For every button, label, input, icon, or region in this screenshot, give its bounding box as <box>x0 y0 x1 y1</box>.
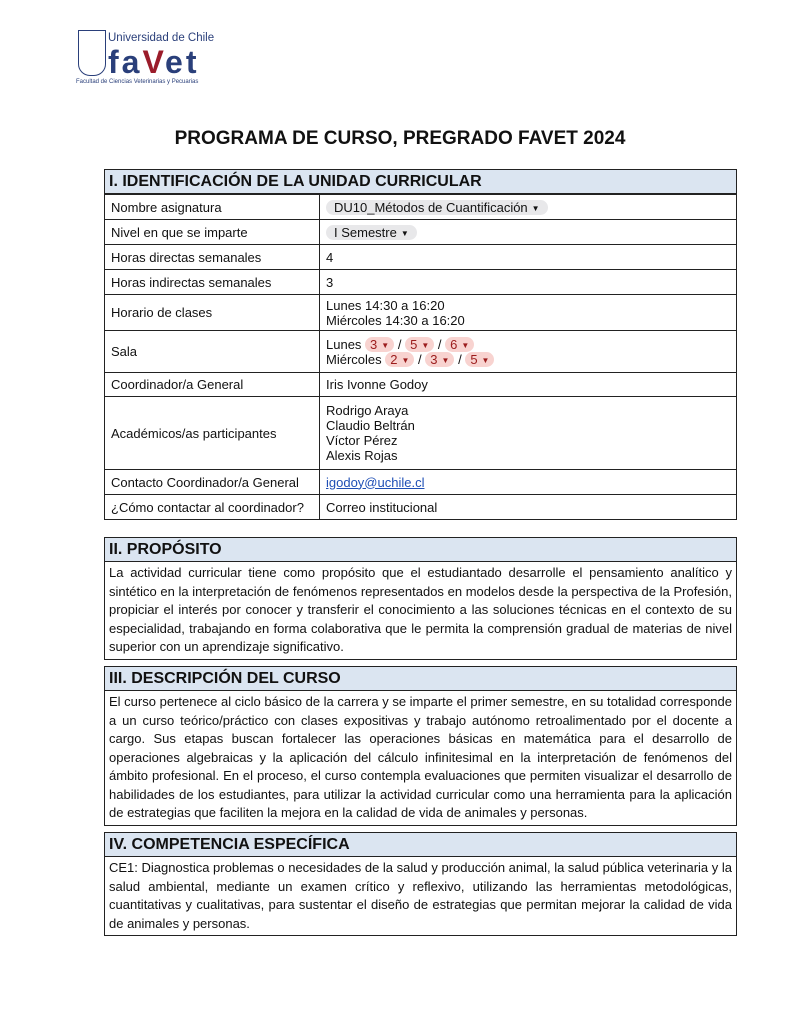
room-dropdown[interactable]: 5 ▼ <box>465 352 494 367</box>
row-label: Sala <box>105 331 320 373</box>
row-label: Horas directas semanales <box>105 245 320 270</box>
table-row <box>105 245 737 270</box>
section-body: El curso pertenece al ciclo básico de la carrera y se imparte el primer semestre, en su totalidad corresponde a un curso teórico/práctico con clases expositivas y trabajo autónomo retroalimentado por el docente a cargo. Sus etapas buscan fortalecer las operaciones básicas en matemática para el desarrollo de operaciones algebraicas y la aplicación del cálculo infinitesimal en la interpretación de fenómenos del ámbito profesional. En el proceso, el curso contempla evaluaciones que permiten visualizar el desarrollo de habilidades de los estudiantes, para utilizar la actividad curricular como una herramienta para la aplicación de estrategias que faciliten la mejora en la calidad de vida de animales y personas. <box>104 691 737 826</box>
room-dropdown[interactable]: 3 ▼ <box>425 352 454 367</box>
section-identificacion <box>104 169 737 520</box>
table-row <box>105 495 737 520</box>
table-row <box>105 470 737 495</box>
room-dropdown[interactable]: 3 ▼ <box>365 337 394 352</box>
caret-down-icon: ▼ <box>400 228 409 238</box>
row-label: Horas indirectas semanales <box>105 270 320 295</box>
table-row <box>105 220 737 245</box>
logo-subtitle: Facultad de Ciencias Veterinarias y Pecuarias <box>76 79 199 85</box>
section-body: CE1: Diagnostica problemas o necesidades de la salud y producción animal, la salud pública veterinaria y la salud ambiental, mediante un examen crítico y reflexivo, utilizando las herramientas metodológicas, cuantitativas y cualitativas, para sustentar el diseño de estrategias que permitan mejorar la calidad de vida de animales y personas. <box>104 857 737 936</box>
table-row <box>105 397 737 470</box>
section-competencia <box>104 832 737 936</box>
row-label: Coordinador/a General <box>105 373 320 397</box>
logo-brand: faVet <box>108 44 200 80</box>
table-row <box>105 195 737 220</box>
logo-university: Universidad de Chile <box>108 32 215 44</box>
email-link[interactable]: igodoy@uchile.cl <box>326 474 425 490</box>
row-value: Lunes 3 ▼ / 5 ▼ / 6 ▼ Miércoles 2 ▼ / 3 ▼ / 5 ▼ <box>320 331 737 373</box>
row-label: Horario de clases <box>105 295 320 331</box>
section-descripcion <box>104 666 737 826</box>
favet-logo <box>76 28 236 88</box>
university-seal-icon <box>78 30 106 76</box>
row-value: Rodrigo Araya Claudio Beltrán Víctor Pérez Alexis Rojas <box>320 397 737 470</box>
row-value: 3 <box>320 270 737 295</box>
identification-table <box>104 194 737 520</box>
table-row <box>105 270 737 295</box>
room-dropdown[interactable]: 6 ▼ <box>445 337 474 352</box>
caret-down-icon: ▼ <box>531 203 540 213</box>
table-row <box>105 295 737 331</box>
row-label: ¿Cómo contactar al coordinador? <box>105 495 320 520</box>
section-header: I. IDENTIFICACIÓN DE LA UNIDAD CURRICULAR <box>104 169 737 194</box>
section-header: IV. COMPETENCIA ESPECÍFICA <box>104 832 737 857</box>
row-label: Contacto Coordinador/a General <box>105 470 320 495</box>
row-value: Iris Ivonne Godoy <box>320 373 737 397</box>
row-value: Correo institucional <box>320 495 737 520</box>
table-row <box>105 373 737 397</box>
row-value: Lunes 14:30 a 16:20 Miércoles 14:30 a 16:20 <box>320 295 737 331</box>
row-label: Nombre asignatura <box>105 195 320 220</box>
level-dropdown[interactable]: I Semestre ▼ <box>326 225 417 240</box>
table-row <box>105 331 737 373</box>
course-name-dropdown[interactable]: DU10_Métodos de Cuantificación ▼ <box>326 200 548 215</box>
row-value: 4 <box>320 245 737 270</box>
room-dropdown[interactable]: 2 ▼ <box>385 352 414 367</box>
section-header: II. PROPÓSITO <box>104 537 737 562</box>
section-proposito <box>104 537 737 660</box>
row-label: Nivel en que se imparte <box>105 220 320 245</box>
page-title: PROGRAMA DE CURSO, PREGRADO FAVET 2024 <box>174 128 626 149</box>
section-header: III. DESCRIPCIÓN DEL CURSO <box>104 666 737 691</box>
section-body: La actividad curricular tiene como propósito que el estudiantado desarrolle el pensamiento analítico y sintético en la interpretación de fenómenos representados en modelos desde la perspectiva de la Profesión, propiciar el interés por conocer y transferir el conocimiento a las soluciones técnicas en el contexto de su especialidad, trabajando en forma colaborativa que le permita la comprensión gradual de materias de nivel superior con un aprendizaje significativo. <box>104 562 737 660</box>
row-label: Académicos/as participantes <box>105 397 320 470</box>
room-dropdown[interactable]: 5 ▼ <box>405 337 434 352</box>
